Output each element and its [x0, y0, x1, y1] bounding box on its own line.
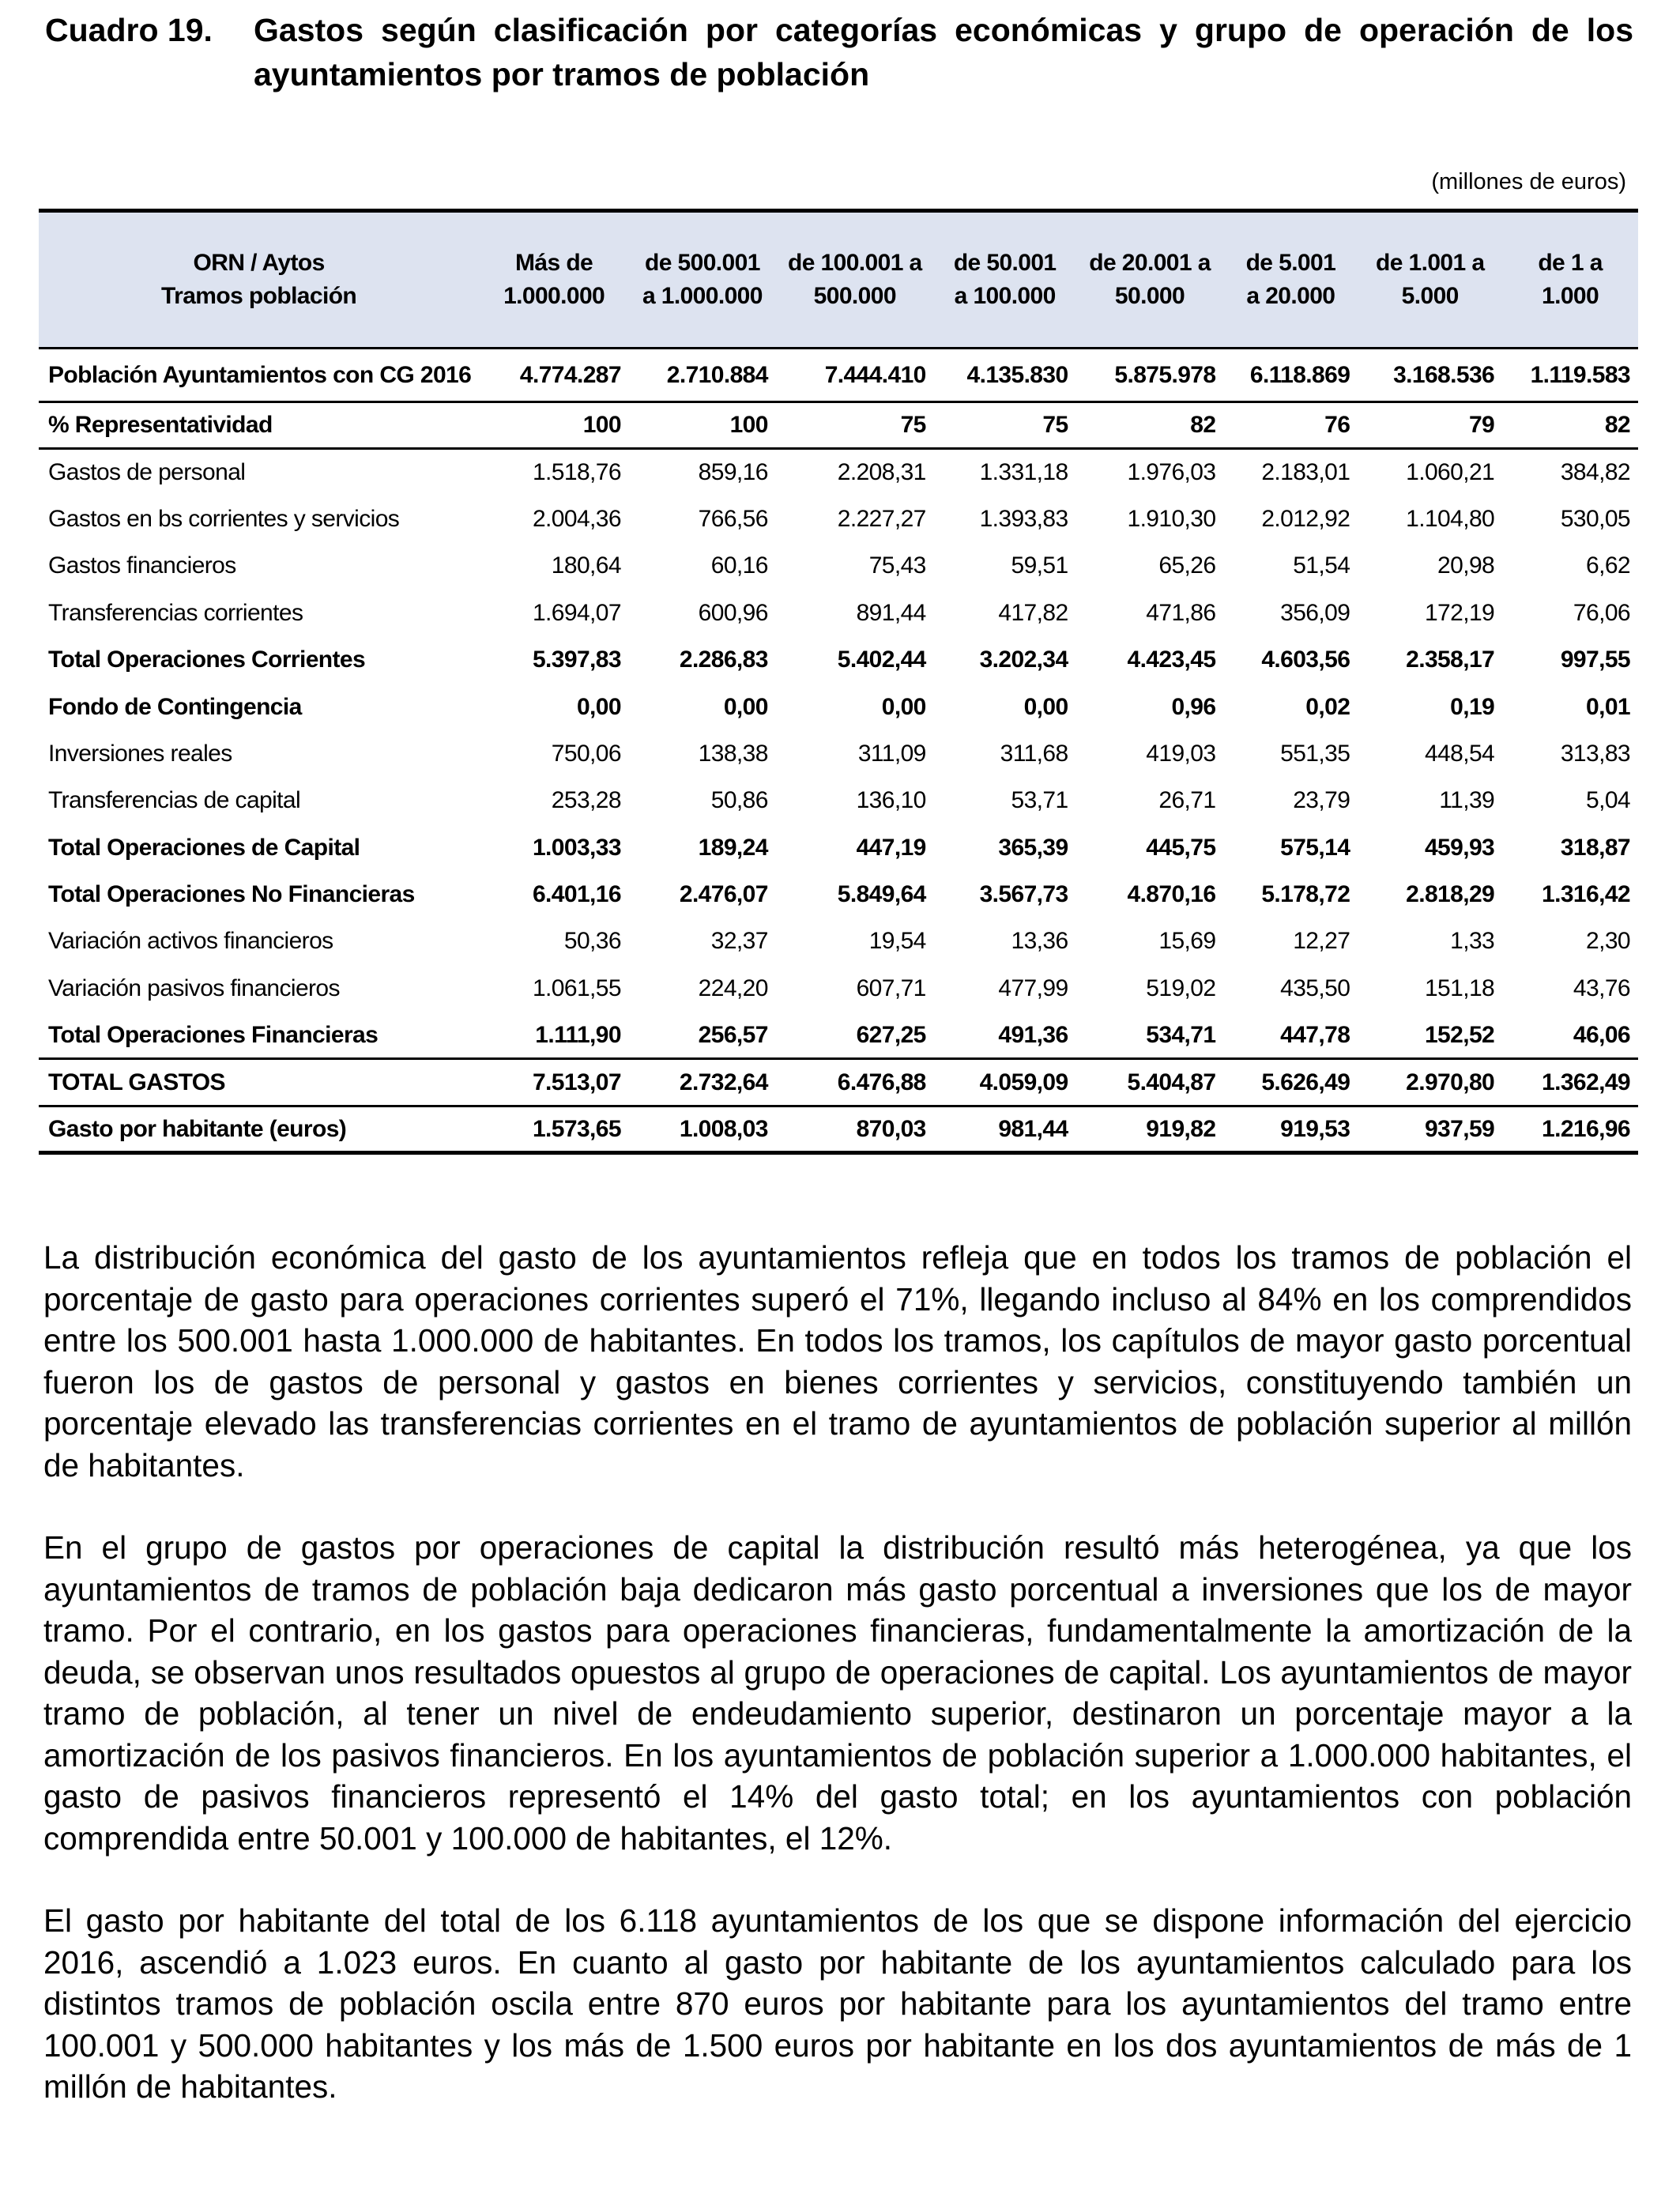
- table-row: [39, 918, 1638, 965]
- table-cell: 477,99: [998, 974, 1068, 1001]
- table-cell: 2.012,92: [1261, 505, 1350, 532]
- table-cell: 1.331,18: [979, 459, 1068, 486]
- row-label: Total Operaciones Financieras: [48, 1021, 379, 1048]
- table-cell: 919,82: [1146, 1115, 1216, 1142]
- table-cell: 224,20: [698, 974, 768, 1001]
- table-cell: 23,79: [1293, 787, 1350, 814]
- table-cell: 11,39: [1439, 787, 1495, 814]
- table-cell: 50,36: [563, 928, 621, 955]
- table-cell: 46,06: [1573, 1021, 1630, 1048]
- table-cell: 50,86: [710, 787, 768, 814]
- table-cell: 1.362,49: [1542, 1069, 1630, 1095]
- table-cell: 600,96: [698, 599, 768, 626]
- table-cell: 2.183,01: [1261, 459, 1350, 486]
- table-cell: 859,16: [698, 459, 768, 486]
- table-cell: 136,10: [856, 787, 926, 814]
- table-cell: 19,54: [868, 928, 926, 955]
- header-column: [934, 211, 1076, 349]
- table-cell: 445,75: [1146, 834, 1216, 861]
- table-cell: 2.286,83: [679, 647, 768, 673]
- table-cell: 253,28: [551, 787, 621, 814]
- table-cell: 997,55: [1560, 647, 1630, 673]
- table-row: [39, 965, 1638, 1012]
- table-cell: 2.818,29: [1406, 881, 1495, 908]
- table-row: [39, 1012, 1638, 1059]
- table-row: [39, 684, 1638, 730]
- table-cell: 7.444.410: [824, 361, 926, 388]
- table-cell: 6.476,88: [837, 1069, 926, 1095]
- table-cell: 981,44: [998, 1115, 1068, 1142]
- row-label: TOTAL GASTOS: [48, 1069, 225, 1095]
- table-cell: 59,51: [1011, 552, 1068, 579]
- header-line: de 100.001 a: [788, 250, 922, 276]
- header-line: de 50.001: [953, 250, 1057, 276]
- table-row: [39, 871, 1638, 918]
- table-cell: 534,71: [1146, 1021, 1216, 1048]
- header-line: 50.000: [1114, 283, 1185, 309]
- header-line: 1.000: [1542, 283, 1599, 309]
- paragraph: En el grupo de gastos por operaciones de capital la distribución resultó más heterogénea, ya que los ayuntamientos de tramos de población baja dedicaron más gasto porcentual a inversiones que los de mayor tramo. Por el contrario, en los gastos para operaciones financieras, fundamentalmente la amortización de la deuda, se observan unos resultados opuestos al grupo de operaciones de capital. Los ayuntamientos de mayor tramo de población, al tener un nivel de endeudamiento superior, destinaron un porcentaje mayor a la amortización de los pasivos financieros. En los ayuntamientos de población superior a 1.000.000 habitantes, el gasto de pasivos financieros representó el 14% del gasto total; en los ayuntamientos con población comprendida entre 50.001 y 100.000 de habitantes, el 12%.: [43, 1529, 1632, 1857]
- table-cell: 4.774.287: [519, 361, 621, 388]
- row-label: Gastos financieros: [48, 552, 236, 579]
- table-cell: 100: [582, 412, 621, 439]
- table-cell: 0,00: [576, 693, 621, 720]
- table-cell: 100: [729, 412, 768, 439]
- header-line: de 500.001: [645, 250, 760, 276]
- table-cell: 417,82: [998, 599, 1068, 626]
- table-cell: 2.358,17: [1406, 647, 1495, 673]
- table-row: [39, 349, 1638, 402]
- table-cell: 1.976,03: [1127, 459, 1216, 486]
- table-cell: 51,54: [1293, 552, 1350, 579]
- header-line: Tramos población: [161, 283, 357, 309]
- table-cell: 189,24: [698, 834, 768, 861]
- table-row: [39, 496, 1638, 542]
- caption-title: Gastos según clasificación por categorías económicas y grupo de operación de los ayuntamientos por tramos de población: [254, 12, 1633, 92]
- table-cell: 3.567,73: [979, 881, 1068, 908]
- table-caption: [45, 8, 1633, 96]
- table-cell: 1.910,30: [1127, 505, 1216, 532]
- table-cell: 1.694,07: [532, 599, 621, 626]
- table-cell: 607,71: [856, 974, 926, 1001]
- table-cell: 7.513,07: [532, 1069, 621, 1095]
- table-cell: 551,35: [1280, 740, 1350, 767]
- table-cell: 138,38: [698, 740, 768, 767]
- table-row: [39, 730, 1638, 777]
- table-cell: 419,03: [1146, 740, 1216, 767]
- row-label: Transferencias de capital: [48, 787, 301, 814]
- table-cell: 2,30: [1586, 928, 1630, 955]
- paragraph: El gasto por habitante del total de los 6.118 ayuntamientos de los que se dispone información del ejercicio 2016, ascendió a 1.023 euros. En cuanto al gasto por habitante de los ayuntamientos calculado para los distintos tramos de población oscila entre 870 euros por habitante para los ayuntamientos del tramo entre 100.001 y 500.000 habitantes y los más de 1.500 euros por habitante en los dos ayuntamientos de más de 1 millón de habitantes.: [43, 1902, 1632, 2105]
- paragraph: La distribución económica del gasto de los ayuntamientos refleja que en todos los tramos de población el porcentaje de gasto para operaciones corrientes superó el 71%, llegando incluso al 84% en los comprendidos entre los 500.001 hasta 1.000.000 de habitantes. En todos los tramos, los capítulos de mayor gasto porcentual fueron los de gastos de personal y gastos en bienes corrientes y servicios, constituyendo también un porcentaje elevado las transferencias corrientes en el tramo de ayuntamientos de población superior al millón de habitantes.: [43, 1239, 1632, 1483]
- table-cell: 4.603,56: [1261, 647, 1350, 673]
- table-cell: 5.875.978: [1114, 361, 1216, 388]
- header-line: a 100.000: [954, 283, 1056, 309]
- table-cell: 53,71: [1011, 787, 1068, 814]
- row-label: Población Ayuntamientos con CG 2016: [48, 361, 472, 388]
- table-cell: 750,06: [551, 740, 621, 767]
- table-cell: 0,00: [881, 693, 926, 720]
- table-cell: 870,03: [856, 1115, 926, 1142]
- table-cell: 0,00: [1023, 693, 1068, 720]
- table-cell: 2.004,36: [532, 505, 621, 532]
- table-cell: 5.404,87: [1127, 1069, 1216, 1095]
- table-cell: 1,33: [1450, 928, 1495, 955]
- header-column: [629, 211, 776, 349]
- table-cell: 5,04: [1586, 787, 1630, 814]
- table-header-row: [39, 211, 1638, 349]
- table-body: [39, 349, 1638, 1153]
- table-cell: 1.111,90: [535, 1021, 621, 1048]
- table-cell: 180,64: [551, 552, 621, 579]
- table-cell: 519,02: [1146, 974, 1216, 1001]
- table-cell: 0,96: [1171, 693, 1216, 720]
- table-cell: 1.119.583: [1530, 361, 1630, 388]
- table-cell: 2.970,80: [1406, 1069, 1495, 1095]
- table-cell: 4.135.830: [966, 361, 1068, 388]
- table-cell: 82: [1604, 412, 1630, 439]
- row-label: Variación activos financieros: [48, 928, 333, 955]
- row-label: Total Operaciones de Capital: [48, 834, 360, 861]
- table-cell: 76: [1324, 412, 1350, 439]
- table-cell: 75: [1042, 412, 1068, 439]
- table-cell: 0,02: [1305, 693, 1350, 720]
- table-cell: 435,50: [1280, 974, 1350, 1001]
- table-cell: 2.732,64: [679, 1069, 768, 1095]
- table-cell: 75: [900, 412, 926, 439]
- table-cell: 459,93: [1424, 834, 1495, 861]
- table-cell: 4.059,09: [979, 1069, 1068, 1095]
- table-cell: 311,68: [1000, 740, 1068, 767]
- table-cell: 43,76: [1573, 974, 1630, 1001]
- row-label: Gastos en bs corrientes y servicios: [48, 505, 400, 532]
- table-cell: 365,39: [998, 834, 1068, 861]
- expenses-table: [39, 209, 1638, 1155]
- table-cell: 1.104,80: [1406, 505, 1495, 532]
- table-cell: 919,53: [1280, 1115, 1350, 1142]
- header-column: [1358, 211, 1502, 349]
- row-label: % Representatividad: [48, 412, 273, 439]
- table-row: [39, 1059, 1638, 1106]
- table-cell: 26,71: [1158, 787, 1216, 814]
- table-cell: 1.393,83: [979, 505, 1068, 532]
- table-cell: 2.710.884: [666, 361, 768, 388]
- row-label: Total Operaciones Corrientes: [48, 647, 366, 673]
- table-cell: 5.626,49: [1261, 1069, 1350, 1095]
- row-label: Variación pasivos financieros: [48, 974, 340, 1001]
- table-cell: 1.316,42: [1542, 881, 1630, 908]
- table-cell: 491,36: [998, 1021, 1068, 1048]
- table-cell: 356,09: [1280, 599, 1350, 626]
- table-cell: 1.008,03: [679, 1115, 768, 1142]
- table-cell: 0,00: [723, 693, 768, 720]
- table-cell: 5.402,44: [837, 647, 926, 673]
- header-line: de 20.001 a: [1089, 250, 1211, 276]
- header-line: a 1.000.000: [642, 283, 763, 309]
- body-text: [43, 1237, 1632, 2149]
- table-cell: 891,44: [856, 599, 926, 626]
- table-cell: 1.003,33: [532, 834, 621, 861]
- header-line: ORN / Aytos: [193, 250, 325, 276]
- row-label: Gasto por habitante (euros): [48, 1115, 347, 1142]
- table-cell: 530,05: [1560, 505, 1630, 532]
- table-row: [39, 778, 1638, 824]
- table-cell: 256,57: [698, 1021, 768, 1048]
- row-label: Fondo de Contingencia: [48, 693, 302, 720]
- table-cell: 3.202,34: [979, 647, 1068, 673]
- table-cell: 1.518,76: [532, 459, 621, 486]
- header-column: [479, 211, 629, 349]
- row-label: Gastos de personal: [48, 459, 246, 486]
- header-line: 500.000: [813, 283, 896, 309]
- table-cell: 20,98: [1437, 552, 1495, 579]
- header-row-label: [39, 211, 479, 349]
- table-cell: 575,14: [1280, 834, 1350, 861]
- table-row: [39, 543, 1638, 590]
- table-cell: 1.216,96: [1542, 1115, 1630, 1142]
- table-cell: 2.208,31: [837, 459, 926, 486]
- table-cell: 5.178,72: [1261, 881, 1350, 908]
- table-cell: 60,16: [710, 552, 768, 579]
- table-cell: 0,01: [1586, 693, 1630, 720]
- header-line: Más de: [515, 250, 593, 276]
- header-line: de 1.001 a: [1375, 250, 1485, 276]
- table-row: [39, 402, 1638, 449]
- header-line: 5.000: [1401, 283, 1459, 309]
- table-cell: 766,56: [698, 505, 768, 532]
- header-column: [1076, 211, 1224, 349]
- table-cell: 448,54: [1424, 740, 1495, 767]
- table-cell: 4.870,16: [1127, 881, 1216, 908]
- table-cell: 12,27: [1293, 928, 1350, 955]
- row-label: Transferencias corrientes: [48, 599, 303, 626]
- table-cell: 172,19: [1424, 599, 1495, 626]
- table-cell: 937,59: [1424, 1115, 1495, 1142]
- table-cell: 447,78: [1280, 1021, 1350, 1048]
- table-cell: 76,06: [1573, 599, 1630, 626]
- header-column: [776, 211, 934, 349]
- table-cell: 447,19: [856, 834, 926, 861]
- table-cell: 5.397,83: [532, 647, 621, 673]
- table-cell: 6,62: [1586, 552, 1630, 579]
- table-cell: 318,87: [1560, 834, 1630, 861]
- caption-number: Cuadro 19.: [45, 12, 213, 48]
- table-cell: 2.476,07: [679, 881, 768, 908]
- table-cell: 65,26: [1158, 552, 1216, 579]
- table-cell: 82: [1190, 412, 1216, 439]
- table-cell: 311,09: [857, 740, 926, 767]
- header-line: de 1 a: [1538, 250, 1603, 276]
- table-cell: 471,86: [1146, 599, 1216, 626]
- table-cell: 6.118.869: [1249, 361, 1350, 388]
- table-cell: 627,25: [856, 1021, 926, 1048]
- table-cell: 13,36: [1011, 928, 1068, 955]
- table-cell: 79: [1468, 412, 1495, 439]
- header-line: a 20.000: [1246, 283, 1335, 309]
- table-row: [39, 636, 1638, 683]
- table-cell: 2.227,27: [837, 505, 926, 532]
- header-column: [1502, 211, 1638, 349]
- header-column: [1223, 211, 1358, 349]
- table-row: [39, 1106, 1638, 1152]
- row-label: Total Operaciones No Financieras: [48, 881, 415, 908]
- table-cell: 75,43: [868, 552, 926, 579]
- table-cell: 32,37: [710, 928, 768, 955]
- table-cell: 1.573,65: [532, 1115, 621, 1142]
- table-cell: 4.423,45: [1127, 647, 1216, 673]
- table-cell: 3.168.536: [1393, 361, 1495, 388]
- table-cell: 151,18: [1424, 974, 1495, 1001]
- row-label: Inversiones reales: [48, 740, 232, 767]
- header-line: 1.000.000: [503, 283, 605, 309]
- table-row: [39, 824, 1638, 871]
- table-cell: 1.060,21: [1406, 459, 1495, 486]
- table-cell: 313,83: [1560, 740, 1630, 767]
- header-line: de 5.001: [1245, 250, 1336, 276]
- table-cell: 1.061,55: [532, 974, 621, 1001]
- table-cell: 384,82: [1560, 459, 1630, 486]
- unit-note: (millones de euros): [1431, 169, 1626, 194]
- table-cell: 5.849,64: [837, 881, 926, 908]
- table-cell: 6.401,16: [532, 881, 621, 908]
- table-cell: 0,19: [1450, 693, 1495, 720]
- table-cell: 15,69: [1158, 928, 1216, 955]
- table-cell: 152,52: [1424, 1021, 1495, 1048]
- table-row: [39, 590, 1638, 636]
- table-row: [39, 449, 1638, 496]
